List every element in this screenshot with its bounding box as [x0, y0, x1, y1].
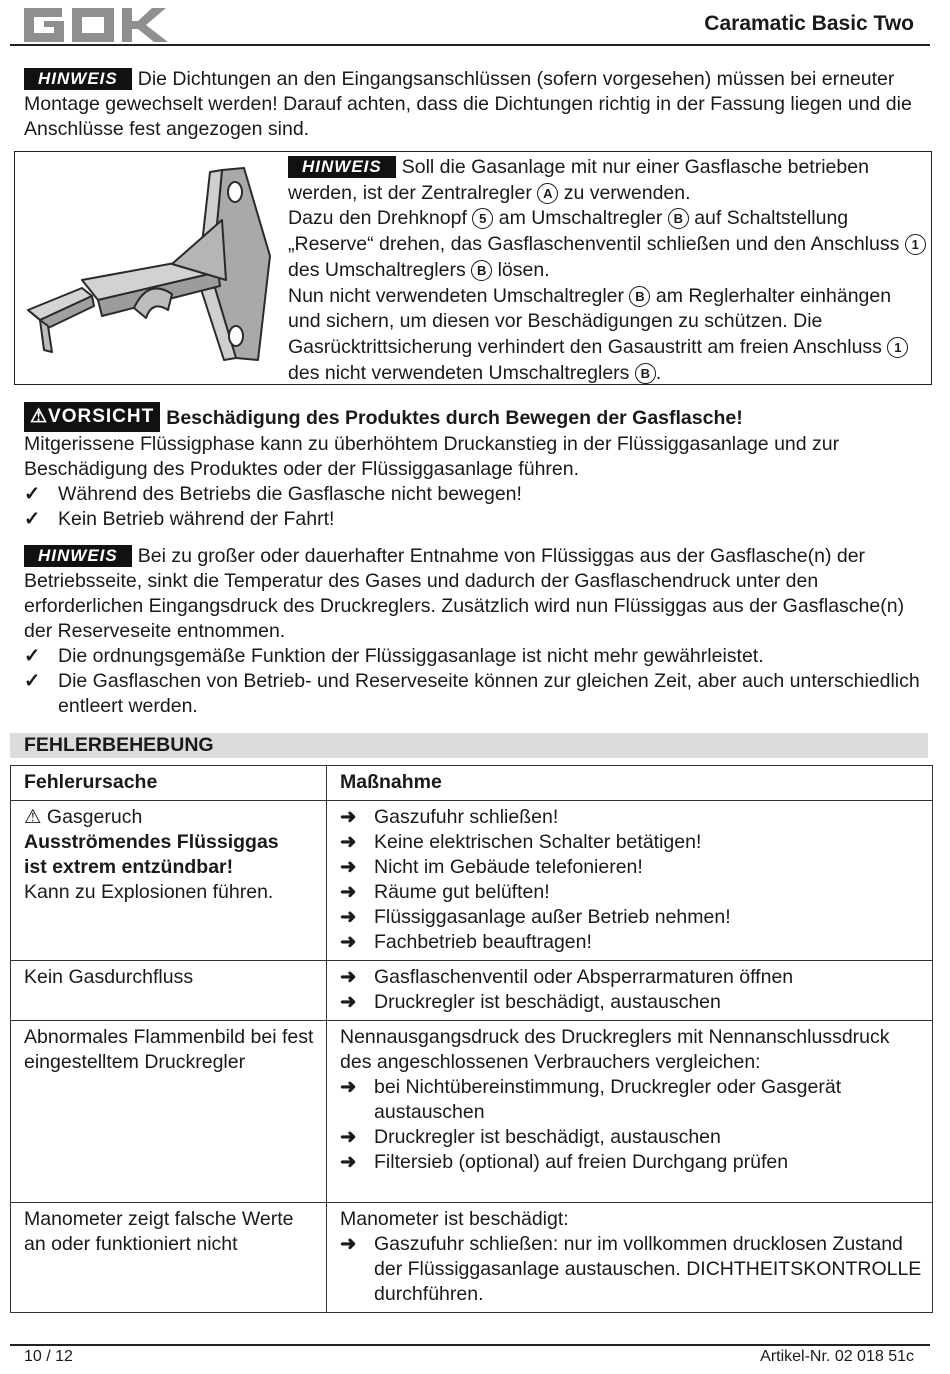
- ref-a-marker: A: [537, 183, 558, 204]
- arrow-right-icon: ➜: [340, 856, 357, 878]
- table-row: [11, 801, 933, 961]
- checkmark-icon: ✓: [24, 483, 41, 505]
- arrow-right-icon: ➜: [340, 806, 357, 828]
- cause-cell: Manometer zeigt falsche Werte an oder funktioniert nicht: [11, 1203, 327, 1313]
- vorsicht-badge: ⚠VORSICHT: [24, 402, 160, 432]
- gok-logo: [24, 8, 200, 42]
- arrow-right-icon: ➜: [340, 1151, 357, 1173]
- ref-b-marker: B: [668, 208, 689, 229]
- table-row: [11, 961, 933, 1021]
- cause-cell: ⚠ Gasgeruch Ausströmendes Flüssiggas ist extrem entzündbar! Kann zu Explosionen führen.: [11, 801, 327, 961]
- header-rule: [10, 44, 930, 46]
- arrow-right-icon: ➜: [340, 906, 357, 928]
- arrow-right-icon: ➜: [340, 966, 357, 988]
- ref-b-marker: B: [471, 260, 492, 281]
- arrow-right-icon: ➜: [340, 831, 357, 853]
- arrow-right-icon: ➜: [340, 1126, 357, 1148]
- check-item: ✓ Die ordnungsgemäße Funktion der Flüssiggasanlage ist nicht mehr gewährleistet.: [24, 645, 764, 667]
- caution-text: Mitgerissene Flüssigphase kann zu überhöhtem Druckanstieg in der Flüssiggasanlage und zur Beschädigung des Produktes oder der Flüssiggasanlage führen.: [24, 433, 840, 480]
- arrow-right-icon: ➜: [340, 1233, 357, 1255]
- checkmark-icon: ✓: [24, 670, 41, 692]
- column-header: Fehlerursache: [11, 766, 327, 801]
- page-number: 10 / 12: [24, 1348, 73, 1365]
- arrow-right-icon: ➜: [340, 991, 357, 1013]
- table-row: [11, 1203, 933, 1313]
- document-title: Caramatic Basic Two: [704, 12, 914, 35]
- table-header-row: [11, 766, 933, 801]
- footer-rule: [10, 1344, 930, 1346]
- action-cell: ➜ Gasflaschenventil oder Absperrarmaturen öffnen ➜ Druckregler ist beschädigt, austauschen: [327, 961, 933, 1021]
- hinweis-badge: HINWEIS: [24, 545, 132, 567]
- arrow-right-icon: ➜: [340, 1076, 357, 1098]
- ref-1-marker: 1: [887, 337, 908, 358]
- section-title: FEHLERBEHEBUNG: [10, 733, 928, 758]
- action-cell: Nennausgangsdruck des Druckreglers mit Nennanschlussdruck des angeschlossenen Verbrauchers vergleichen: ➜ bei Nichtübereinstimmung, Druckregler oder Gasgerät austauschen ➜ Druckregler ist beschädigt, austauschen ➜ Filtersieb (optional) auf freien Durchgang prüfen: [327, 1021, 933, 1203]
- cause-cell: Kein Gasdurchfluss: [11, 961, 327, 1021]
- ref-5-marker: 5: [472, 208, 493, 229]
- caution-block: [24, 406, 924, 532]
- action-cell: Manometer ist beschädigt: ➜ Gaszufuhr schließen: nur im vollkommen drucklosen Zustand der Flüssiggasanlage austauschen. DICHTHEITSKONTROLLE durchführen.: [327, 1203, 933, 1313]
- ref-b-marker: B: [629, 286, 650, 307]
- caution-title: Beschädigung des Produktes durch Bewegen der Gasflasche!: [166, 407, 743, 429]
- check-item: ✓ Die Gasflaschen von Betrieb- und Reserveseite können zur gleichen Zeit, aber auch unterschiedlich entleert werden.: [24, 670, 920, 717]
- check-item: ✓ Während des Betriebs die Gasflasche nicht bewegen!: [24, 483, 522, 505]
- ref-1-marker: 1: [905, 234, 926, 255]
- ref-b-marker: B: [635, 363, 656, 384]
- column-header: Maßnahme: [327, 766, 933, 801]
- action-cell: ➜ Gaszufuhr schließen! ➜ Keine elektrischen Schalter betätigen! ➜ Nicht im Gebäude telefonieren! ➜ Räume gut belüften! ➜ Flüssiggasanlage außer Betrieb nehmen! ➜ Fachbetrieb beauftragen!: [327, 801, 933, 961]
- troubleshooting-table: [10, 765, 933, 1313]
- article-number: Artikel-Nr. 02 018 51c: [760, 1348, 914, 1365]
- hinweis-badge: HINWEIS: [24, 68, 132, 90]
- arrow-right-icon: ➜: [340, 931, 357, 953]
- check-item: ✓ Kein Betrieb während der Fahrt!: [24, 508, 335, 530]
- note-3: HINWEIS Bei zu großer oder dauerhafter Entnahme von Flüssiggas aus der Gasflasche(n) der Betriebsseite, sinkt die Temperatur des Gases und dadurch der Gasflaschendruck unter den erforderlichen Eingangsdruck des Druckreglers. Zusätzlich wird nun Flüssiggas aus der Gasflasche(n) der Reserveseite entnommen. ✓ Die ordnungsgemäße Funktion der Flüssiggasanlage ist nicht mehr gewährleistet. ✓ Die Gasflaschen von Betrieb- und Reserveseite können zur gleichen Zeit, aber auch unterschiedlich entleert werden.: [24, 544, 924, 719]
- hinweis-badge: HINWEIS: [288, 156, 396, 178]
- table-row: [11, 1021, 933, 1203]
- warning-icon: ⚠: [24, 806, 42, 828]
- cause-cell: Abnormales Flammenbild bei fest eingestelltem Druckregler: [11, 1021, 327, 1203]
- checkmark-icon: ✓: [24, 508, 41, 530]
- note-2: HINWEIS Soll die Gasanlage mit nur einer Gasflasche betrieben werden, ist der Zentralregler A zu verwenden. Dazu den Drehknopf 5 am Umschaltregler B auf Schaltstellung „Reserve“ drehen, das Gasflaschenventil schließen und den Anschluss 1 des Umschaltreglers B lösen. Nun nicht verwendeten Umschaltregler B am Reglerhalter einhängen und sichern, um diesen vor Beschädigungen zu schützen. Die Gasrücktrittsicherung verhindert den Gasaustritt am freien Anschluss 1 des nicht verwendeten Umschaltreglers B .: [288, 155, 928, 386]
- checkmark-icon: ✓: [24, 645, 41, 667]
- note-1: HINWEIS Die Dichtungen an den Eingangsanschlüssen (sofern vorgesehen) müssen bei erneuter Montage gewechselt werden! Darauf achten, dass die Dichtungen richtig in der Fassung liegen und die Anschlüsse fest angezogen sind.: [24, 68, 912, 140]
- regulator-holder-illustration: [22, 160, 278, 380]
- arrow-right-icon: ➜: [340, 881, 357, 903]
